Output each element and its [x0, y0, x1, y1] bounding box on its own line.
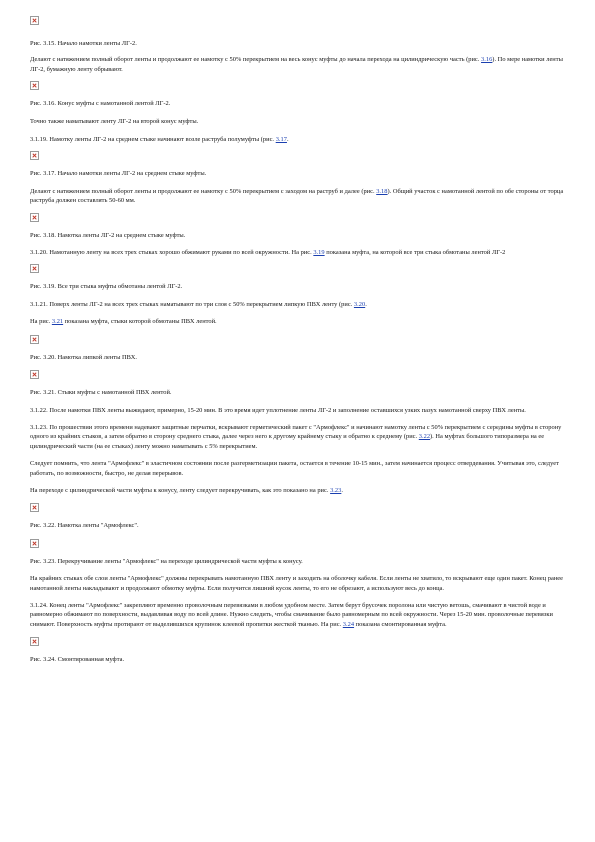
figure-caption: Рис. 3.21. Стыки муфты с намотанной ПВХ лентой.	[30, 389, 172, 397]
figure-link[interactable]: 3.23	[330, 486, 342, 494]
paragraph: 3.1.19. Намотку ленты ЛГ-2 на среднем стыке начинают возле раструба полумуфты (рис. 3.17.	[30, 136, 289, 144]
broken-image-icon	[30, 539, 39, 548]
paragraph: На рис. 3.21 показана муфта, стыки которой обмотаны ПВХ лентой.	[30, 318, 217, 326]
broken-image-icon	[30, 264, 39, 273]
broken-image-icon	[30, 503, 39, 512]
paragraph: 3.1.24. Конец ленты "Армофлекс" закрепляют временно проволочным перевязками в любом удобном месте. Затем берут брусочек поролона или чистую ветошь, смачивают в чистой воде и равномерно обжимают по поверхности, выдавливая воду по всей длине. Нужно следить, чтобы смачивание было равномерным по всей окружности. Через 15-20 мин. проволочные перевязки снимают. Поверхность муфты протирают от выделившихся крупинок клеевой пропитки жесткой тканью. На рис. 3.24 показана смонтированная муфта.	[30, 601, 553, 628]
figure-link[interactable]: 3.20	[353, 300, 366, 308]
paragraph: Точно также наматывают ленту ЛГ-2 на второй конус муфты.	[30, 117, 199, 125]
figure-link[interactable]: 3.24	[342, 620, 355, 628]
paragraph: Следует помнить, что лента "Армофлекс" в эластичном состоянии после разгерметизации пакета, остается в течение 10-15 мин., затем начинается процесс отвердевания. Учитывая это, следует работать, по возможности, быстро, не делая перерывов.	[30, 460, 559, 477]
figure-link[interactable]: 3.17	[275, 136, 287, 144]
paragraph: 3.1.23. По прошествии этого времени надевают защитные перчатки, вскрывают герметический пакет с "Армофлекс" и начинают намотку ленты с 50% перекрытием с середины муфты в сторону одного из крайних стыков, а затем обратно в сторону среднего стыка, далее через него к другому крайнему стыку и обратно к среднему (рис. 3.22). На муфтах большого типоразмера на ее цилиндрический части (на ее стыках) ленту можно наматывать с 5% перекрытием.	[30, 423, 562, 450]
figure-caption: Рис. 3.18. Намотка ленты ЛГ-2 на среднем стыке муфты.	[30, 231, 186, 239]
figure-caption: Рис. 3.20. Намотка липкой ленты ПВХ.	[30, 353, 138, 361]
figure-link[interactable]: 3.21	[51, 318, 64, 326]
figure-link[interactable]: 3.18	[376, 187, 388, 195]
broken-image-icon	[30, 81, 39, 90]
figure-link[interactable]: 3.22	[418, 433, 431, 441]
paragraph: На переходе с цилиндрической части муфты к конусу, ленту следует перекручивать, как это показано на рис. 3.23.	[30, 486, 343, 494]
figure-caption: Рис. 3.17. Начало намотки ленты ЛГ-2 на среднем стыке муфты.	[30, 170, 207, 178]
figure-link[interactable]: 3.19	[313, 249, 325, 257]
broken-image-icon	[30, 16, 39, 25]
figure-caption: Рис. 3.16. Конус муфты с намотанной лентой ЛГ-2.	[30, 100, 171, 108]
paragraph: 3.1.22. После намотки ПВХ ленты выжидают, примерно, 15-20 мин. В это время идет уплотнение ленты ЛГ-2 и заполнение оставшихся узких пазух намотанной сверху ПВХ ленты.	[30, 406, 526, 414]
figure-link[interactable]: 3.16	[481, 56, 493, 64]
paragraph: На крайних стыках обе слои ленты "Армофлекс" должны перекрывать намотанную ПВХ ленту и заходить на оболочку кабеля. Если ленты не хватило, то вскрывают еще один пакет. Конец ранее намотанной ленты накладывают и продолжают обмотку муфты. Если получится лишний кусок ленты, то его не обрезают, а используют весь до конца.	[30, 575, 563, 592]
figure-caption: Рис. 3.23. Перекручивание ленты "Армофлекс" на переходе цилиндрической части муфты к конусу.	[30, 557, 303, 565]
figure-caption: Рис. 3.24. Смонтированная муфта.	[30, 656, 125, 664]
broken-image-icon	[30, 335, 39, 344]
broken-image-icon	[30, 370, 39, 379]
paragraph: Делают с натяжением полный оборот ленты и продолжают ее намотку с 50% перекрытием с заходом на раструб и далее (рис. 3.18). Общий участок с намотанной лентой по обе стороны от торца раструба должен составлять 50-60 мм.	[30, 187, 564, 205]
broken-image-icon	[30, 213, 39, 222]
figure-caption: Рис. 3.19. Все три стыка муфты обмотаны лентой ЛГ-2.	[30, 283, 183, 291]
figure-caption: Рис. 3.15. Начало намотки ленты ЛГ-2.	[30, 40, 137, 47]
figure-caption: Рис. 3.22. Намотка ленты "Армофлекс".	[30, 522, 139, 530]
paragraph: 3.1.21. Поверх ленты ЛГ-2 на всех трех стыках наматывают по три слоя с 50% перекрытием липкую ПВХ ленту (рис. 3.20.	[30, 300, 367, 308]
paragraph: 3.1.20. Намотанную ленту на всех трех стыках хорошо обжимают руками по всей окружности. На рис. 3.19 показана муфта, на которой все три стыка обмотаны лентой ЛГ-2	[30, 249, 506, 257]
paragraph: Делают с натяжением полный оборот ленты и продолжают ее намотку с 50% перекрытием на весь конус муфты до начала перехода на цилиндрическую часть (рис. 3.16). По мере намотки ленты ЛГ-2, бумажную ленту обрывают.	[30, 56, 563, 73]
broken-image-icon	[30, 637, 39, 646]
broken-image-icon	[30, 151, 39, 160]
